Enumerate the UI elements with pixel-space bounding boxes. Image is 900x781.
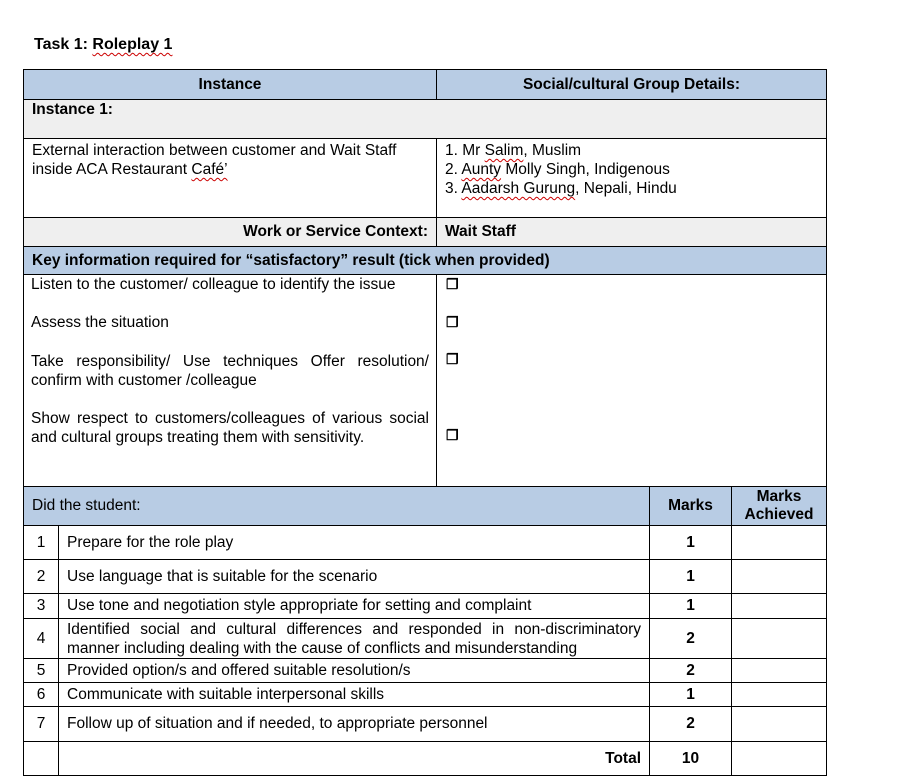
customer-item: 3. Aadarsh Gurung, Nepali, Hindu: [445, 180, 677, 197]
checkbox-icon[interactable]: ❒: [446, 314, 459, 330]
context-label: Work or Service Context:: [23, 217, 437, 247]
total-value: 10: [649, 741, 732, 776]
customer-list: [436, 138, 827, 218]
row-marks: 1: [649, 559, 732, 594]
row-number: 1: [23, 525, 59, 560]
checklist-item: Assess the situation: [31, 314, 169, 331]
marks-achieved-cell[interactable]: [731, 658, 827, 683]
row-number: 4: [23, 618, 59, 659]
total-label: Total: [58, 741, 650, 776]
checklist-item: Show respect to customers/colleagues of various social and cultural groups treating them with sensitivity.: [31, 410, 429, 446]
row-marks: 1: [649, 682, 732, 707]
row-number: 3: [23, 593, 59, 619]
customer-item: 2. Aunty Molly Singh, Indigenous: [445, 161, 670, 178]
checkbox-icon[interactable]: ❒: [446, 276, 459, 292]
header-group-details: Social/cultural Group Details:: [436, 69, 827, 100]
total-achieved-cell[interactable]: [731, 741, 827, 776]
checkbox-icon[interactable]: ❒: [446, 351, 459, 367]
row-criterion: Provided option/s and offered suitable resolution/s: [58, 658, 650, 683]
row-criterion: Follow up of situation and if needed, to appropriate personnel: [58, 706, 650, 742]
interaction-description: External interaction between customer and Wait Staff inside ACA Restaurant Café’: [23, 138, 437, 218]
row-criterion: Prepare for the role play: [58, 525, 650, 560]
marks-achieved-header: Marks Achieved: [731, 486, 827, 526]
row-marks: 2: [649, 618, 732, 659]
marks-achieved-cell[interactable]: [731, 559, 827, 594]
row-marks: 1: [649, 525, 732, 560]
assessment-header: Did the student:: [23, 486, 650, 526]
row-number: 2: [23, 559, 59, 594]
checklist-tick-column: [436, 274, 827, 487]
checklist-item: Take responsibility/ Use techniques Offer resolution/ confirm with customer /colleague: [31, 353, 429, 389]
row-marks: 1: [649, 593, 732, 619]
marks-achieved-cell[interactable]: [731, 593, 827, 619]
row-criterion: Communicate with suitable interpersonal skills: [58, 682, 650, 707]
row-marks: 2: [649, 658, 732, 683]
checklist-item: Listen to the customer/ colleague to identify the issue: [31, 276, 396, 293]
customer-item: 1. Mr Salim, Muslim: [445, 142, 582, 159]
instance-label: Instance 1:: [23, 99, 827, 139]
marks-achieved-cell[interactable]: [731, 706, 827, 742]
row-number: 6: [23, 682, 59, 707]
context-value: Wait Staff: [436, 217, 827, 247]
row-marks: 2: [649, 706, 732, 742]
checkbox-icon[interactable]: ❒: [446, 427, 459, 443]
key-info-header: Key information required for “satisfactory” result (tick when provided): [23, 246, 827, 275]
row-number: 7: [23, 706, 59, 742]
marks-achieved-cell[interactable]: [731, 682, 827, 707]
row-criterion: Use tone and negotiation style appropriate for setting and complaint: [58, 593, 650, 619]
marks-achieved-cell[interactable]: [731, 618, 827, 659]
marks-achieved-cell[interactable]: [731, 525, 827, 560]
row-criterion: Identified social and cultural differences and responded in non-discriminatory manner including dealing with the cause of conflicts and misunderstanding: [58, 618, 650, 659]
row-number: 5: [23, 658, 59, 683]
row-criterion: Use language that is suitable for the scenario: [58, 559, 650, 594]
task-title: Task 1: Roleplay 1: [34, 36, 173, 53]
marks-header: Marks: [649, 486, 732, 526]
header-instance: Instance: [23, 69, 437, 100]
total-blank-cell: [23, 741, 59, 776]
